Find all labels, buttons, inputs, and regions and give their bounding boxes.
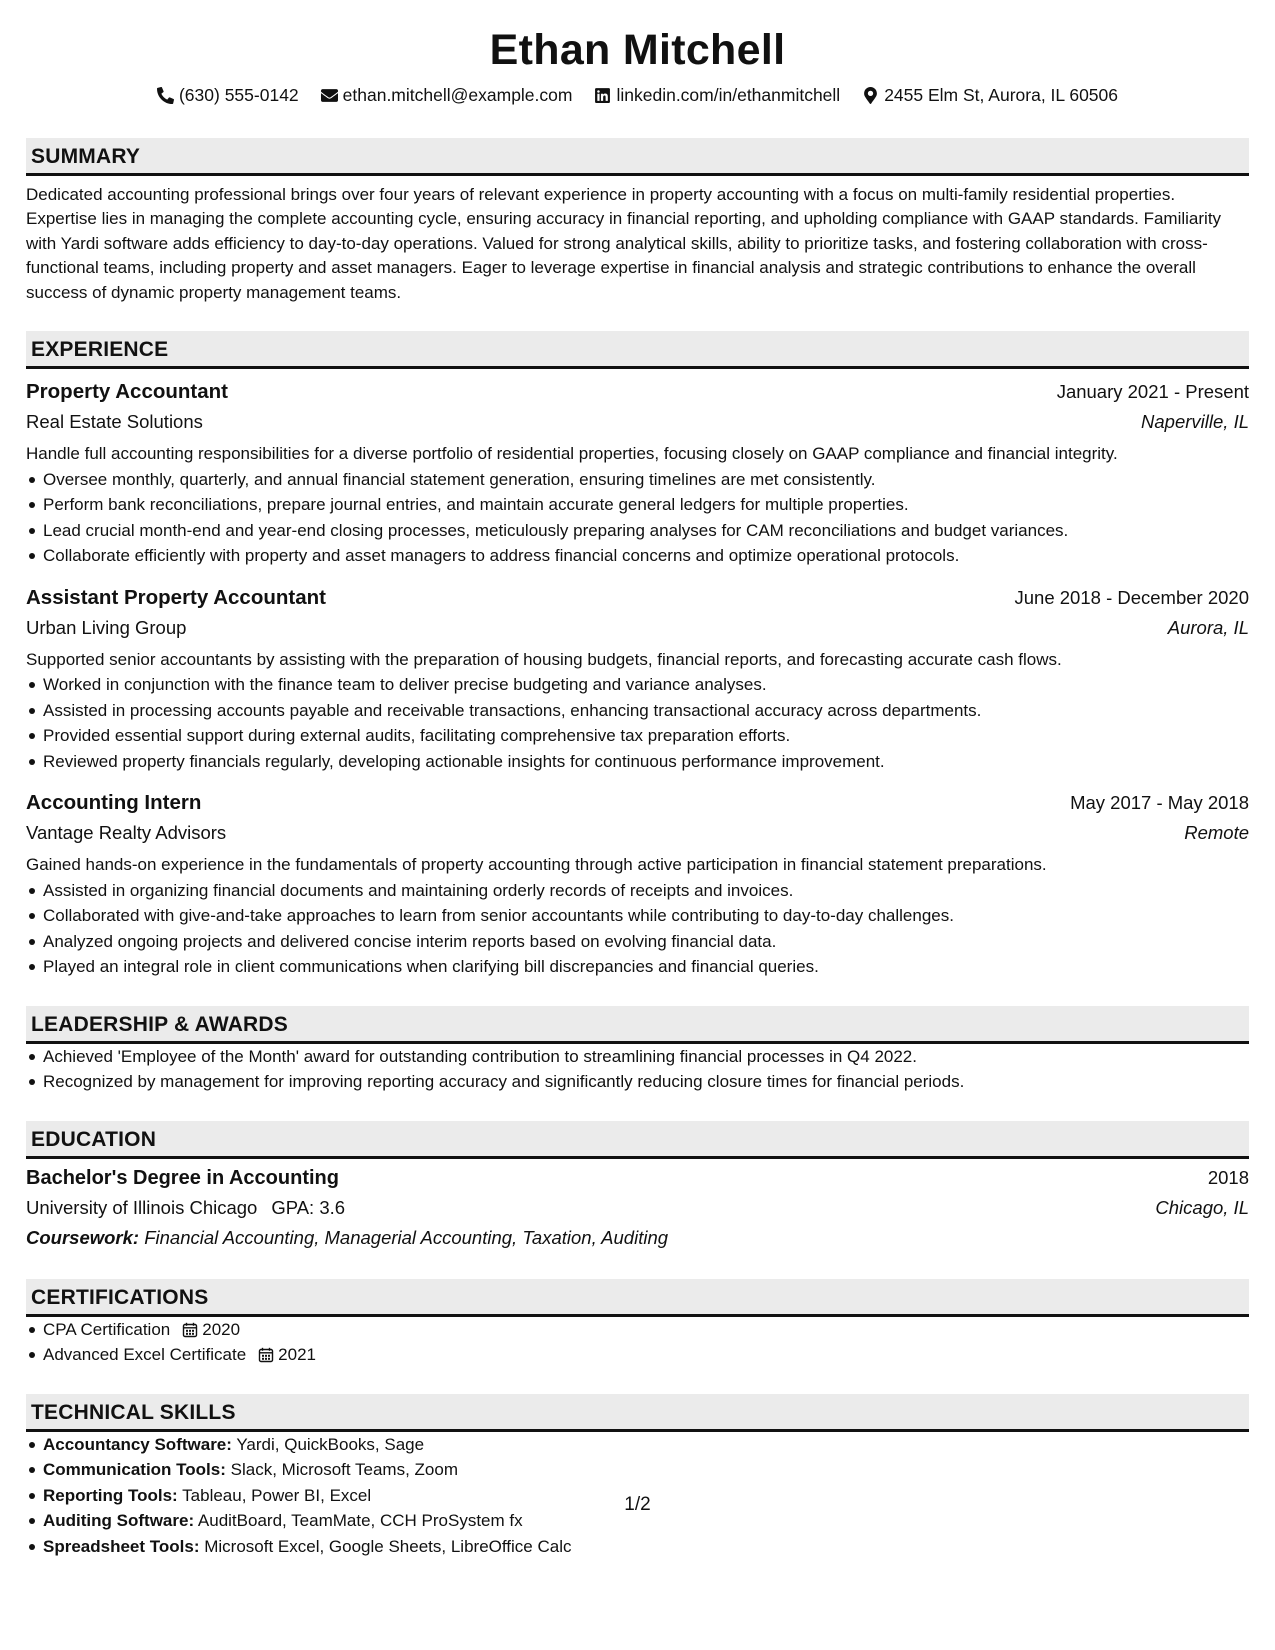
section-heading: EDUCATION xyxy=(26,1121,1249,1159)
resume-page xyxy=(26,22,1249,1559)
list-item: Lead crucial month-end and year-end closing processes, meticulously preparing analyses for CAM reconciliations and budget variances. xyxy=(43,518,1249,544)
job-company: Vantage Realty Advisors xyxy=(26,822,227,844)
section-heading: SUMMARY xyxy=(26,138,1249,176)
skill-value: Tableau, Power BI, Excel xyxy=(182,1485,372,1505)
list-item: Reviewed property financials regularly, developing actionable insights for continuous performance improvement. xyxy=(43,749,1249,775)
list-item: Collaborate efficiently with property and asset managers to address financial concerns and optimize operational protocols. xyxy=(43,543,1249,569)
job-bullets xyxy=(26,672,1249,774)
skill-label: Accountancy Software: xyxy=(43,1434,232,1454)
job-description: Supported senior accountants by assisting with the preparation of housing budgets, financial reports, and forecasting accurate cash flows. xyxy=(26,649,1062,669)
calendar-icon xyxy=(182,1322,198,1338)
job-dates: January 2021 - Present xyxy=(1056,381,1249,403)
job-location: Aurora, IL xyxy=(1167,616,1249,638)
section-heading: TECHNICAL SKILLS xyxy=(26,1394,1249,1432)
list-item: Assisted in processing accounts payable and receivable transactions, enhancing transactional accuracy across departments. xyxy=(43,698,1249,724)
job-location: Remote xyxy=(1184,822,1249,844)
summary-section xyxy=(26,138,1249,305)
school-name: University of Illinois Chicago xyxy=(26,1196,258,1218)
list-item xyxy=(43,1432,1249,1458)
certification-name: CPA Certification xyxy=(43,1319,171,1339)
certification-year: 2021 xyxy=(278,1345,316,1365)
skill-value: Yardi, QuickBooks, Sage xyxy=(236,1434,425,1454)
phone-icon xyxy=(157,87,174,104)
linkedin-text: linkedin.com/in/ethanmitchell xyxy=(616,84,841,105)
skill-value: Microsoft Excel, Google Sheets, LibreOffice Calc xyxy=(204,1536,572,1556)
section-heading: EXPERIENCE xyxy=(26,331,1249,369)
list-item: Collaborated with give-and-take approaches to learn from senior accountants while contributing to day-to-day challenges. xyxy=(43,903,1249,929)
coursework-label: Coursework: xyxy=(26,1226,140,1248)
linkedin-icon xyxy=(594,87,611,104)
list-item: Perform bank reconciliations, prepare journal entries, and maintain accurate general ledgers for multiple properties. xyxy=(43,492,1249,518)
skills-section xyxy=(26,1394,1249,1560)
job-company: Urban Living Group xyxy=(26,616,187,638)
school-location: Chicago, IL xyxy=(1155,1196,1249,1218)
address-text: 2455 Elm St, Aurora, IL 60506 xyxy=(884,84,1119,105)
summary-text: Dedicated accounting professional brings over four years of relevant experience in property accounting with a focus on multi-family residential properties. Expertise lies in managing the complete accounting cycle, ensuring accuracy in financial reporting, and upholding compliance with GAAP standards. Familiarity with Yardi software adds efficiency to day-to-day operations. Valued for strong analytical skills, ability to prioritize tasks, and fostering collaboration with cross-functional teams, including property and asset managers. Eager to leverage expertise in financial analysis and strategic contributions to enhance the overall success of dynamic property management teams. xyxy=(26,185,1222,302)
coursework-list: Financial Accounting, Managerial Accounting, Taxation, Auditing xyxy=(144,1226,669,1248)
list-item: Provided essential support during external audits, facilitating comprehensive tax preparation efforts. xyxy=(43,723,1249,749)
contact-email[interactable] xyxy=(321,85,573,106)
leadership-section xyxy=(26,1006,1249,1095)
leadership-bullets xyxy=(26,1044,1249,1095)
list-item: Oversee monthly, quarterly, and annual financial statement generation, ensuring timelines are met consistently. xyxy=(43,467,1249,493)
certification-year: 2020 xyxy=(202,1319,241,1339)
contact-bar xyxy=(26,82,1249,108)
job-company: Real Estate Solutions xyxy=(26,411,203,433)
skill-label: Reporting Tools: xyxy=(43,1485,178,1505)
job-entry xyxy=(26,583,1249,775)
phone-text: (630) 555-0142 xyxy=(178,84,299,105)
contact-linkedin[interactable] xyxy=(594,85,840,106)
job-location: Naperville, IL xyxy=(1141,411,1249,433)
list-item xyxy=(43,1534,1249,1560)
job-dates: May 2017 - May 2018 xyxy=(1070,792,1249,814)
map-marker-icon xyxy=(862,87,879,104)
list-item xyxy=(43,1342,1249,1368)
job-title: Assistant Property Accountant xyxy=(26,585,326,609)
certification-list xyxy=(26,1317,1249,1368)
job-entry xyxy=(26,788,1249,980)
list-item xyxy=(43,1457,1249,1483)
list-item: Analyzed ongoing projects and delivered concise interim reports based on evolving financial data. xyxy=(43,929,1249,955)
job-title: Accounting Intern xyxy=(26,791,202,815)
list-item: Achieved 'Employee of the Month' award for outstanding contribution to streamlining financial processes in Q4 2022. xyxy=(43,1044,1249,1070)
education-section xyxy=(26,1121,1249,1253)
skill-value: AuditBoard, TeamMate, CCH ProSystem fx xyxy=(197,1511,523,1531)
skill-label: Communication Tools: xyxy=(43,1460,226,1480)
section-heading: CERTIFICATIONS xyxy=(26,1279,1249,1317)
job-description: Handle full accounting responsibilities for a diverse portfolio of residential properties, focusing closely on GAAP compliance and financial integrity. xyxy=(26,444,1118,464)
job-dates: June 2018 - December 2020 xyxy=(1014,586,1249,608)
graduation-year: 2018 xyxy=(1207,1166,1249,1188)
candidate-name: Ethan Mitchell xyxy=(489,26,786,74)
email-text: ethan.mitchell@example.com xyxy=(342,84,573,105)
list-item: Played an integral role in client communications when clarifying bill discrepancies and financial queries. xyxy=(43,954,1249,980)
job-bullets xyxy=(26,878,1249,980)
envelope-icon xyxy=(321,87,338,104)
coursework xyxy=(26,1223,1249,1253)
skill-label: Spreadsheet Tools: xyxy=(43,1536,200,1556)
calendar-icon xyxy=(258,1347,274,1363)
page-number: 1/2 xyxy=(624,1494,651,1515)
school-line xyxy=(26,1193,345,1223)
contact-phone xyxy=(157,85,299,106)
skill-label: Auditing Software: xyxy=(43,1511,195,1531)
list-item: Assisted in organizing financial documents and maintaining orderly records of receipts and invoices. xyxy=(43,878,1249,904)
degree-title: Bachelor's Degree in Accounting xyxy=(26,1166,339,1189)
job-title: Property Accountant xyxy=(26,380,228,404)
certification-name: Advanced Excel Certificate xyxy=(43,1345,247,1365)
experience-section xyxy=(26,331,1249,980)
contact-address xyxy=(862,85,1118,106)
job-bullets xyxy=(26,467,1249,569)
list-item xyxy=(43,1317,1249,1343)
gpa: GPA: 3.6 xyxy=(271,1196,346,1218)
section-heading: LEADERSHIP & AWARDS xyxy=(26,1006,1249,1044)
certifications-section xyxy=(26,1279,1249,1368)
job-description: Gained hands-on experience in the fundamentals of property accounting through active participation in financial statement preparations. xyxy=(26,855,1047,875)
skill-value: Slack, Microsoft Teams, Zoom xyxy=(230,1460,458,1480)
list-item: Worked in conjunction with the finance team to deliver precise budgeting and variance analyses. xyxy=(43,672,1249,698)
list-item: Recognized by management for improving reporting accuracy and significantly reducing closure times for financial periods. xyxy=(43,1069,1249,1095)
job-entry xyxy=(26,377,1249,569)
